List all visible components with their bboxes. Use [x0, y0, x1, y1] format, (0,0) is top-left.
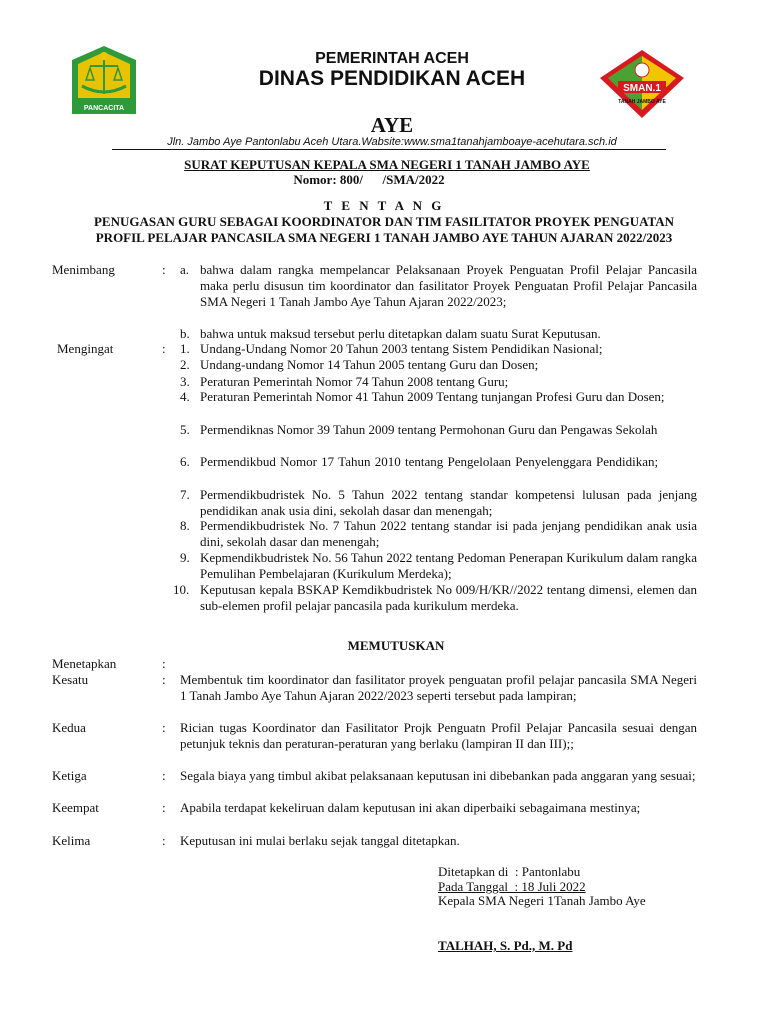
list-marker: 1.	[180, 341, 190, 356]
list-item: Peraturan Pemerintah Nomor 74 Tahun 2008 tentang Guru;	[200, 374, 509, 389]
decree-number: Nomor: 800/ /SMA/2022	[293, 172, 445, 187]
subject-line-2: PROFIL PELAJAR PANCASILA SMA NEGERI 1 TANAH JAMBO AYE TAHUN AJARAN 2022/2023	[95, 230, 673, 245]
list-marker: 5.	[180, 422, 190, 437]
colon: :	[162, 341, 166, 356]
list-item: Keputusan kepala BSKAP Kemdikbudristek No 009/H/KR//2022 tentang dimensi, elemen dan sub-elemen profil pelajar pancasila pada kurikulum merdeka.	[200, 582, 697, 613]
list-item: Permendikbud Nomor 17 Tahun 2010 tentang Pengelolaan Penyelenggara Pendidikan;	[200, 454, 659, 469]
colon: :	[162, 800, 166, 815]
list-marker: 7.	[180, 487, 190, 502]
list-marker: a.	[180, 262, 190, 277]
list-item: bahwa untuk maksud tersebut perlu ditetapkan dalam suatu Surat Keputusan.	[200, 326, 601, 341]
ketiga-label: Ketiga	[52, 768, 87, 783]
tentang-heading: T E N T A N G	[323, 198, 445, 213]
pancacita-logo-text: PANCACITA	[83, 105, 125, 112]
kelima-text: Keputusan ini mulai berlaku sejak tanggal ditetapkan.	[180, 833, 460, 848]
list-marker: 9.	[180, 550, 190, 565]
memutuskan-heading: MEMUTUSKAN	[347, 638, 445, 653]
kedua-label: Kedua	[52, 720, 86, 735]
sman1-logo-subtext: TANAH JAMBO AYE	[618, 99, 666, 105]
list-item: Peraturan Pemerintah Nomor 41 Tahun 2009 Tentang tunjangan Profesi Guru dan Dosen;	[200, 389, 665, 404]
subject-line-1: PENUGASAN GURU SEBAGAI KOORDINATOR DAN TIM FASILITATOR PROYEK PENGUATAN	[93, 214, 674, 229]
letterhead-divider	[112, 149, 666, 150]
menimbang-label: Menimbang	[52, 262, 115, 277]
decree-title	[0, 157, 768, 173]
colon: :	[162, 656, 166, 671]
colon: :	[162, 833, 166, 848]
signature-date: Pada Tanggal : 18 Juli 2022	[438, 879, 586, 894]
list-marker: 2.	[180, 357, 190, 372]
list-item: Permendikbudristek No. 7 Tahun 2022 tentang standar isi pada jenjang pendidikan anak usia dini, sekolah dasar dan menengah;	[200, 518, 697, 549]
colon: :	[162, 672, 166, 687]
kesatu-text: Membentuk tim koordinator dan fasilitator proyek penguatan profil pelajar pancasila SMA Negeri 1 Tanah Jambo Aye Tahun Ajaran 2022/2023 seperti tersebut pada lampiran;	[180, 672, 697, 703]
list-marker: 10.	[173, 582, 190, 597]
letterhead-government: PEMERINTAH ACEH	[315, 50, 469, 67]
list-item: Kepmendikbudristek No. 56 Tahun 2022 tentang Pedoman Penerapan Kurikulum dalam rangka Pemulihan Pembelajaran (Kurikulum Merdeka);	[200, 550, 697, 581]
list-item: Undang-Undang Nomor 20 Tahun 2003 tentang Sistem Pendidikan Nasional;	[200, 341, 603, 356]
list-item: Undang-undang Nomor 14 Tahun 2005 tentang Guru dan Dosen;	[200, 357, 539, 372]
colon: :	[162, 720, 166, 735]
list-marker: b.	[180, 326, 190, 341]
mengingat-label: Mengingat	[57, 341, 114, 356]
letterhead-agency: DINAS PENDIDIKAN ACEH	[258, 67, 526, 90]
list-item: Permendikbudristek No. 5 Tahun 2022 tentang standar kompetensi lulusan pada jenjang pendidikan anak usia dini, sekolah dasar dan menengah;	[200, 487, 697, 518]
keempat-label: Keempat	[52, 800, 99, 815]
list-marker: 4.	[180, 389, 190, 404]
colon: :	[162, 768, 166, 783]
sman1-logo-text: SMAN.1	[623, 83, 661, 94]
letterhead-address: Jln. Jambo Aye Pantonlabu Aceh Utara.Wabsite:www.sma1tanahjamboaye-acehutara.sch.id	[167, 136, 617, 148]
signature-position: Kepala SMA Negeri 1Tanah Jambo Aye	[438, 893, 646, 908]
signatory-name: TALHAH, S. Pd., M. Pd	[438, 938, 573, 953]
list-marker: 6.	[180, 454, 190, 469]
colon: :	[162, 262, 166, 277]
decree-title-text: SURAT KEPUTUSAN KEPALA SMA NEGERI 1 TANAH JAMBO AYE	[184, 157, 590, 172]
keempat-text: Apabila terdapat kekeliruan dalam keputusan ini akan diperbaiki sebagaimana mestinya;	[180, 800, 641, 815]
signature-place: Ditetapkan di : Pantonlabu	[438, 864, 581, 879]
menetapkan-label: Menetapkan	[52, 656, 117, 671]
list-marker: 3.	[180, 374, 190, 389]
list-item: Permendiknas Nomor 39 Tahun 2009 tentang Permohonan Guru dan Pengawas Sekolah	[200, 422, 658, 437]
list-item: bahwa dalam rangka mempelancar Pelaksanaan Proyek Penguatan Profil Pelajar Pancasila maka perlu disusun tim koordinator dan fasilitator Proyek Penguatan Profil Pelajar Pancasila SMA Negeri 1 Tanah Jambo Aye Tahun Ajaran 2022/2023;	[200, 262, 697, 309]
kesatu-label: Kesatu	[52, 672, 89, 687]
kedua-text: Rician tugas Koordinator dan Fasilitator Projk Penguatn Profil Pelajar Pancasila sesuai dengan petunjuk teknis dan peraturan-peraturan yang berlaku (lampiran II dan III);;	[180, 720, 697, 751]
list-marker: 8.	[180, 518, 190, 533]
ketiga-text: Segala biaya yang timbul akibat pelaksanaan keputusan ini dibebankan pada anggaran yang sesuai;	[180, 768, 696, 783]
kelima-label: Kelima	[52, 833, 91, 848]
letterhead-school-name-cont: AYE	[370, 113, 414, 137]
